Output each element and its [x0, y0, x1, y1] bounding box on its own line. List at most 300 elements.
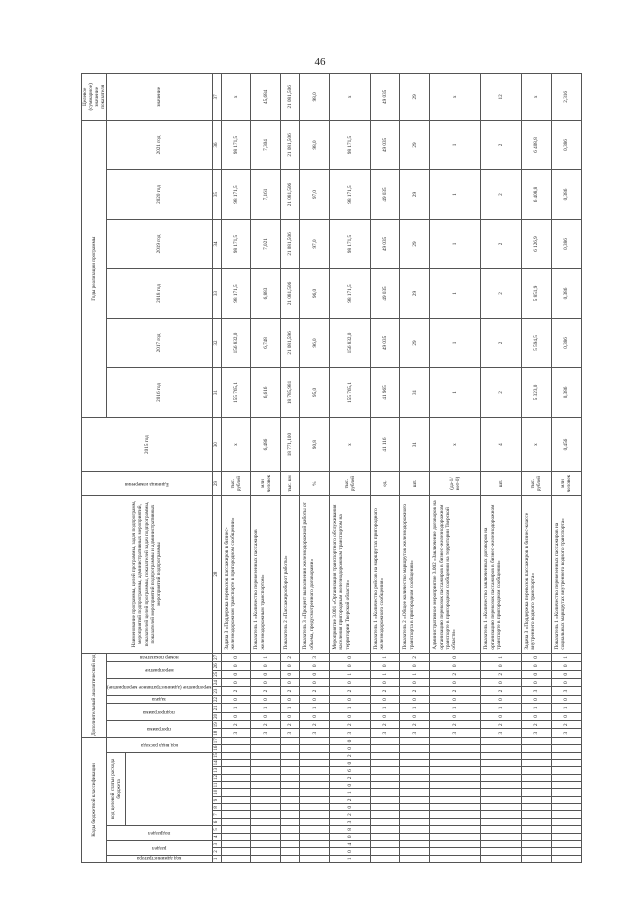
budget-code-cell	[400, 752, 430, 759]
value-cell: 2,316	[551, 74, 581, 121]
column-number: 4	[212, 833, 221, 840]
value-cell: 6 126,9	[521, 219, 551, 268]
budget-code-cell	[481, 811, 522, 818]
column-number: 7	[212, 811, 221, 818]
budget-code-cell	[400, 745, 430, 752]
column-number: 1	[212, 855, 221, 862]
table-row	[551, 74, 581, 863]
budget-code-cell	[300, 782, 330, 789]
budget-code-cell	[370, 767, 400, 774]
analytic-code-cell: 3	[551, 687, 581, 695]
budget-code-cell	[521, 811, 551, 818]
value-cell: 156 832,0	[221, 318, 251, 367]
budget-code-cell	[251, 737, 281, 744]
budget-code-cell	[400, 826, 430, 833]
value-cell: 7,021	[251, 219, 281, 268]
value-cell: 90,8	[300, 417, 330, 472]
row-name-cell: Показатель 2 «Общее количество маршрутов железнодорожного транспорта в пригородном сообщении»	[400, 495, 430, 653]
budget-code-cell	[251, 833, 281, 840]
analytic-group-header: Дополнительный аналитический код	[82, 653, 107, 737]
value-cell: 0,386	[551, 219, 581, 268]
budget-code-cell	[300, 848, 330, 855]
analytic-code-cell: 2	[370, 721, 400, 729]
budget-code-cell	[481, 826, 522, 833]
budget-code-cell	[551, 767, 581, 774]
budget-code-cell	[400, 811, 430, 818]
value-cell: 98 171,5	[330, 170, 371, 219]
budget-code-cell	[251, 745, 281, 752]
value-cell: 0,386	[551, 368, 581, 417]
budget-code-cell	[521, 774, 551, 781]
budget-code-cell	[251, 782, 281, 789]
analytic-code-cell: 3	[400, 729, 430, 737]
row-name-cell: Показатель 1 «Количество перевезенных пассажиров железнодорожным транспортом»	[251, 495, 281, 653]
column-number: 33	[212, 269, 221, 318]
budget-code-cell	[481, 855, 522, 862]
value-cell: 0,456	[551, 417, 581, 472]
column-number: 10	[212, 789, 221, 796]
column-number: 9	[212, 796, 221, 803]
analytic-code-cell: 0	[221, 695, 251, 703]
budget-code-cell	[551, 811, 581, 818]
table-row	[221, 74, 251, 863]
budget-code-cell	[521, 840, 551, 847]
analytic-code-cell: 1	[300, 704, 330, 712]
budget-code-cell	[430, 745, 481, 752]
budget-code-cell	[551, 826, 581, 833]
value-cell: 96,0	[300, 269, 330, 318]
analytic-code-cell: 1	[251, 704, 281, 712]
budget-code-cell	[481, 759, 522, 766]
column-number: 34	[212, 219, 221, 268]
budget-code-cell	[551, 782, 581, 789]
budget-code-cell	[281, 796, 300, 803]
table-body	[221, 74, 581, 863]
budget-code-cell	[521, 833, 551, 840]
table-row	[251, 74, 281, 863]
value-cell: 98 171,5	[221, 170, 251, 219]
value-cell: 6,883	[251, 269, 281, 318]
table-row	[400, 74, 430, 863]
column-number: 29	[212, 472, 221, 495]
column-number: 24	[212, 678, 221, 686]
analytic-code-cell: 2	[251, 721, 281, 729]
value-cell: 98 171,5	[330, 269, 371, 318]
column-number: 23	[212, 687, 221, 695]
column-number: 11	[212, 782, 221, 789]
value-cell: 5 323,0	[521, 368, 551, 417]
analytic-code-cell: 0	[521, 678, 551, 686]
budget-code-cell	[430, 782, 481, 789]
budget-code-cell	[400, 737, 430, 744]
budget-code-cell	[430, 759, 481, 766]
value-cell: 0,386	[551, 269, 581, 318]
budget-code-cell	[251, 774, 281, 781]
analytic-code-cell: 0	[400, 678, 430, 686]
budget-code-cell	[300, 833, 330, 840]
budget-code-cell	[300, 811, 330, 818]
analytic-code-cell: 0	[481, 678, 522, 686]
analytic-code-cell: 1	[221, 704, 251, 712]
column-number: 6	[212, 818, 221, 825]
analytic-code-cell: 3	[521, 687, 551, 695]
expense-group-header: код целевой статьи расхода бюджета	[107, 752, 126, 826]
unit-cell: %	[300, 472, 330, 495]
value-cell: 97,0	[300, 219, 330, 268]
budget-code-cell	[221, 848, 251, 855]
budget-code-cell	[481, 745, 522, 752]
value-cell: 155 765,1	[221, 368, 251, 417]
analytic-code-cell: 3	[221, 729, 251, 737]
row-name-cell: Показатель 1 «Количество перевезенных пассажиров на социальных маршрутах внутреннего водного транспорта»	[551, 495, 581, 653]
value-cell: 6 408,8	[521, 170, 551, 219]
budget-code-cell	[370, 826, 400, 833]
year-2017-header: 2017 год	[107, 318, 213, 367]
analytic-code-cell: 3	[370, 729, 400, 737]
budget-code-cell	[281, 855, 300, 862]
value-cell: 49 035	[370, 269, 400, 318]
year-2020-header: 2020 год	[107, 170, 213, 219]
value-cell: 98 171,5	[330, 120, 371, 170]
column-number: 22	[212, 695, 221, 703]
value-cell: 29	[400, 74, 430, 121]
analytic-code-cell: 0	[430, 662, 481, 670]
budget-code-cell	[430, 796, 481, 803]
analytic-code-cell: 0	[221, 670, 251, 678]
budget-code-cell	[430, 826, 481, 833]
budget-code-cell	[430, 774, 481, 781]
budget-code-cell	[551, 737, 581, 744]
budget-code-cell	[521, 745, 551, 752]
value-cell: 1	[430, 318, 481, 367]
value-cell: 49 035	[370, 120, 400, 170]
value-cell: 6 408,8	[521, 120, 551, 170]
analytic-code-cell: 2	[551, 721, 581, 729]
column-number: 8	[212, 804, 221, 811]
value-cell: 45,684	[251, 74, 281, 121]
budget-code-cell: 2	[330, 811, 371, 818]
value-cell: 21 081,506	[281, 170, 300, 219]
analytic-code-cell: 0	[251, 712, 281, 720]
analytic-code-cell: 0	[521, 695, 551, 703]
analytic-code-cell: 0	[551, 678, 581, 686]
unit-cell: шт.	[481, 472, 522, 495]
table-row	[281, 74, 300, 863]
analytic-code-cell: 2	[430, 721, 481, 729]
admin-code-header: код администратора	[107, 855, 213, 862]
analytic-code-cell: 3	[521, 729, 551, 737]
analytic-code-cell: 0	[330, 712, 371, 720]
analytic-code-cell: 0	[481, 662, 522, 670]
column-number: 37	[212, 74, 221, 121]
analytic-code-cell: 2	[400, 653, 430, 662]
budget-code-cell	[300, 855, 330, 862]
analytic-code-cell: 0	[521, 712, 551, 720]
value-cell: х	[430, 74, 481, 121]
budget-code-cell	[221, 767, 251, 774]
analytic-code-cell: 0	[430, 678, 481, 686]
analytic-code-cell: 2	[400, 687, 430, 695]
unit-cell: тыс. рублей	[521, 472, 551, 495]
budget-code-cell: 2	[330, 796, 371, 803]
analytic-code-cell: 2	[300, 721, 330, 729]
unit-cell: тыс. рублей	[330, 472, 371, 495]
unit-cell: шт.	[400, 472, 430, 495]
value-cell: 0,386	[551, 120, 581, 170]
budget-code-cell: 0	[330, 759, 371, 766]
budget-code-cell	[370, 804, 400, 811]
value-cell: 49 035	[370, 170, 400, 219]
analytic-code-cell: 3	[481, 729, 522, 737]
budget-code-cell	[551, 833, 581, 840]
row-name-cell: Показатель 1 «Количество заключенных договоров на организацию перевозок пассажиров в бизнес-железнодорожном транспорте в пригородном сообщении»	[481, 495, 522, 653]
analytic-code-cell: 0	[521, 662, 551, 670]
value-cell: 7,161	[251, 170, 281, 219]
analytic-code-cell: 2	[221, 687, 251, 695]
budget-code-cell	[551, 745, 581, 752]
budget-code-cell	[370, 840, 400, 847]
analytic-code-cell: 0	[281, 670, 300, 678]
budget-code-cell	[551, 818, 581, 825]
subsection-header: подраздел	[107, 826, 213, 841]
value-cell: 1	[430, 170, 481, 219]
unit-cell: тыс. рублей	[221, 472, 251, 495]
table-row	[300, 74, 330, 863]
budget-code-cell: 2	[330, 774, 371, 781]
analytic-code-cell: 2	[481, 687, 522, 695]
value-cell: 29	[400, 219, 430, 268]
unit-column-header	[82, 472, 213, 495]
budget-code-cell	[370, 833, 400, 840]
budget-code-cell: 0	[330, 804, 371, 811]
budget-code-cell	[281, 804, 300, 811]
name-column-header: Наименование программы, целей программы, задач подпрограмм, мероприятий подпрограммы, административных мероприятий, показателей целей программы, показателей задач подпрограммы, показателей мероприятий подпрограммы и административных мероприятий подпрограммы	[82, 495, 213, 653]
row-name-cell: Показатель 3 «Процент выполнения железнодорожной работы от объема, предусмотренного договорами»	[300, 495, 330, 653]
column-number: 17	[212, 737, 221, 744]
analytic-code-cell: 0	[370, 712, 400, 720]
budget-code-cell	[221, 840, 251, 847]
value-cell: 21 081,506	[281, 269, 300, 318]
value-cell: 156 832,0	[330, 318, 371, 367]
budget-code-cell	[221, 855, 251, 862]
value-cell: 98 171,5	[221, 120, 251, 170]
budget-code-cell	[221, 759, 251, 766]
budget-code-cell	[251, 848, 281, 855]
expense-subcols	[125, 752, 212, 826]
unit-cell: ед.	[370, 472, 400, 495]
budget-code-cell	[400, 767, 430, 774]
target-value-header: значение	[107, 74, 213, 121]
value-cell: 6,748	[251, 318, 281, 367]
column-number: 15	[212, 752, 221, 759]
expense-type-header: код вида расхода	[107, 737, 213, 752]
budget-code-cell	[521, 789, 551, 796]
column-number: 21	[212, 704, 221, 712]
analytic-code-cell: 1	[281, 704, 300, 712]
analytic-code-cell: 3	[430, 729, 481, 737]
analytic-code-cell: 0	[330, 678, 371, 686]
rotated-table-content	[81, 73, 573, 863]
budget-code-cell	[251, 789, 281, 796]
analytic-code-cell: 0	[221, 662, 251, 670]
analytic-code-cell: 0	[370, 695, 400, 703]
table-row	[481, 74, 522, 863]
column-number-row	[212, 74, 221, 863]
budget-code-cell	[221, 752, 251, 759]
value-cell: х	[221, 417, 251, 472]
budget-code-cell	[400, 796, 430, 803]
value-cell: 0,386	[551, 318, 581, 367]
budget-code-cell	[221, 737, 251, 744]
value-cell: х	[521, 74, 551, 121]
analytic-code-cell: 2	[330, 721, 371, 729]
budget-code-cell: 4	[330, 840, 371, 847]
budget-code-cell	[551, 759, 581, 766]
column-number: 13	[212, 767, 221, 774]
budget-code-cell	[281, 782, 300, 789]
value-cell: 2	[481, 120, 522, 170]
column-number: 2	[212, 848, 221, 855]
budget-code-cell	[551, 855, 581, 862]
value-cell: 41 965	[370, 368, 400, 417]
value-cell: 31	[400, 368, 430, 417]
budget-code-cell	[521, 767, 551, 774]
value-cell: 18 785,981	[281, 368, 300, 417]
value-cell: 1	[430, 368, 481, 417]
budget-code-cell	[300, 767, 330, 774]
year-2021-header: 2021 год	[107, 120, 213, 170]
budget-code-cell: 0	[330, 833, 371, 840]
budget-code-cell	[370, 752, 400, 759]
analytic-code-cell: 0	[300, 662, 330, 670]
value-cell: х	[330, 74, 371, 121]
value-cell: 5 851,9	[521, 269, 551, 318]
analytic-code-cell: 0	[330, 695, 371, 703]
budget-code-cell	[400, 804, 430, 811]
budget-code-cell	[430, 789, 481, 796]
value-cell: 4	[481, 417, 522, 472]
analytic-code-cell: 0	[221, 712, 251, 720]
budget-code-cell	[251, 767, 281, 774]
value-cell: 49 035	[370, 318, 400, 367]
value-cell: 6,616	[251, 368, 281, 417]
column-number: 16	[212, 745, 221, 752]
budget-code-cell: 3	[330, 818, 371, 825]
analytic-code-cell: 0	[281, 662, 300, 670]
budget-code-cell	[221, 789, 251, 796]
value-cell: 98,0	[300, 74, 330, 121]
analytic-code-cell: 0	[481, 695, 522, 703]
budget-code-cell	[300, 840, 330, 847]
value-cell: 155 765,1	[330, 368, 371, 417]
value-cell: 12	[481, 74, 522, 121]
analytic-code-cell: 0	[551, 695, 581, 703]
analytic-code-cell: 2	[221, 721, 251, 729]
value-cell: 21 081,506	[281, 219, 300, 268]
analytic-code-cell: 0	[430, 712, 481, 720]
budget-code-cell	[251, 818, 281, 825]
column-number: 12	[212, 774, 221, 781]
budget-code-cell	[551, 789, 581, 796]
codes-group-header: Коды бюджетной классификации	[82, 737, 107, 862]
budget-code-cell	[430, 752, 481, 759]
analytic-code-cell: 0	[281, 695, 300, 703]
budget-code-cell	[481, 796, 522, 803]
column-number: 31	[212, 368, 221, 417]
budget-code-cell	[300, 818, 330, 825]
value-cell: 21 081,506	[281, 120, 300, 170]
budget-code-cell	[400, 855, 430, 862]
budget-code-cell	[370, 796, 400, 803]
analytic-code-cell: 2	[481, 670, 522, 678]
value-cell: 2	[481, 368, 522, 417]
value-cell: 31	[400, 417, 430, 472]
analytic-code-cell: 1	[521, 704, 551, 712]
budget-code-cell	[400, 818, 430, 825]
analytic-code-cell: 1	[400, 670, 430, 678]
budget-code-cell: 8	[330, 826, 371, 833]
value-cell: 21 081,506	[281, 74, 300, 121]
budget-code-cell	[221, 745, 251, 752]
value-cell: 98,0	[300, 120, 330, 170]
value-cell: х	[430, 417, 481, 472]
budget-code-cell	[400, 833, 430, 840]
value-cell: 18 771,100	[281, 417, 300, 472]
analytic-code-cell: 2	[430, 687, 481, 695]
budget-code-cell	[400, 840, 430, 847]
analytic-code-cell: 2	[300, 687, 330, 695]
budget-code-cell	[481, 782, 522, 789]
analytic-code-cell: 0	[400, 712, 430, 720]
value-cell: 5 594,5	[521, 318, 551, 367]
budget-code-cell	[430, 737, 481, 744]
value-cell: х	[330, 417, 371, 472]
budget-code-cell	[281, 811, 300, 818]
budget-code-cell	[221, 774, 251, 781]
budget-code-cell	[481, 752, 522, 759]
analytic-code-cell: 0	[551, 712, 581, 720]
value-cell: х	[221, 74, 251, 121]
budget-code-cell	[481, 833, 522, 840]
column-number: 25	[212, 670, 221, 678]
column-number: 20	[212, 712, 221, 720]
analytic-code-cell: 0	[400, 695, 430, 703]
analytic-code-cell: 1	[551, 653, 581, 662]
year-2016-header: 2016 год	[107, 368, 213, 417]
column-number: 19	[212, 721, 221, 729]
analytic-code-cell: 3	[551, 729, 581, 737]
budget-code-cell	[281, 759, 300, 766]
program-header: программа	[107, 721, 213, 738]
budget-code-cell	[300, 804, 330, 811]
row-name-cell: Мероприятие 3.001 «Организация транспортного обслуживания населения пригородным железнодорожным транспортом на территории Тверской области»	[330, 495, 371, 653]
budget-code-cell	[521, 737, 551, 744]
budget-code-cell	[221, 782, 251, 789]
value-cell: 41 116	[370, 417, 400, 472]
row-name-cell: Задача 3 «Поддержка перевозок пассажиров в бизнес-классе внутреннего водного транспорта»	[521, 495, 551, 653]
budget-code-cell	[430, 848, 481, 855]
budget-code-cell	[370, 759, 400, 766]
budget-code-cell	[281, 752, 300, 759]
analytic-code-cell: 0	[430, 653, 481, 662]
budget-code-cell: 1	[330, 855, 371, 862]
analytic-code-cell: 1	[370, 670, 400, 678]
analytic-code-cell: 0	[551, 670, 581, 678]
budget-code-cell	[400, 782, 430, 789]
budget-code-cell	[370, 782, 400, 789]
budget-code-cell	[300, 737, 330, 744]
analytic-code-cell: 2	[430, 670, 481, 678]
